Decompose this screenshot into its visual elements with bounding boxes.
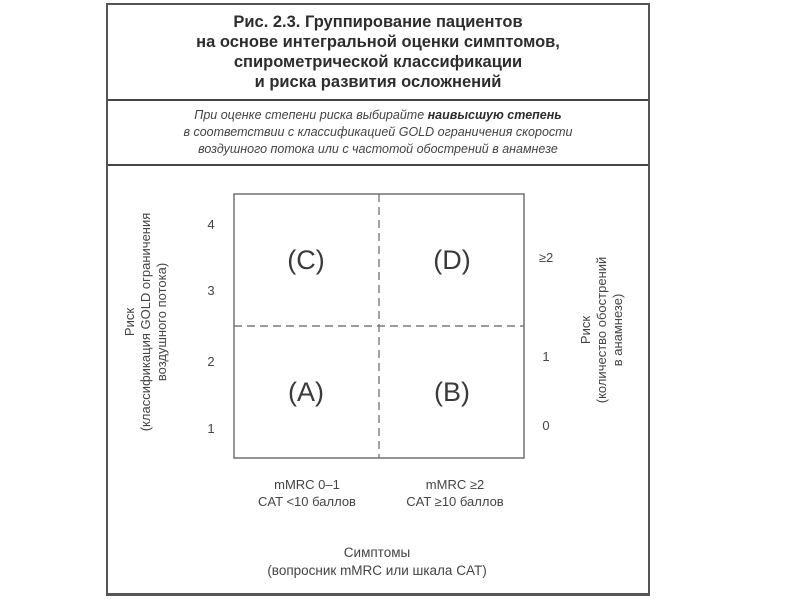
right-axis-title-line: (количество обострений	[594, 256, 609, 404]
quadrant-label-a: (A)	[288, 377, 324, 407]
x-category-line: CAT <10 баллов	[258, 494, 356, 509]
right-tick-label: ≥2	[538, 250, 554, 265]
quadrant-label-d: (D)	[433, 245, 471, 275]
note-line: воздушного потока или с частотой обострений в анамнезе	[198, 142, 558, 156]
x-category-line: mMRC ≥2	[425, 477, 485, 492]
note-emphasis: наивысшую степень	[427, 108, 562, 122]
figure-title-line: и риска развития осложнений	[254, 73, 502, 91]
figure-title-line: Рис. 2.3. Группирование пациентов	[233, 13, 523, 31]
left-tick-label: 4	[207, 217, 215, 232]
note-line: в соответствии с классификацией GOLD ограничения скорости	[183, 125, 573, 139]
left-axis-title-line: воздушного потока)	[154, 262, 169, 382]
x-category-low	[232, 476, 382, 510]
right-axis-title-line: в анамнезе)	[610, 293, 625, 367]
left-tick-label: 3	[207, 283, 215, 298]
figure-title-line: спирометрической классификации	[233, 53, 523, 71]
left-axis-title	[122, 213, 169, 432]
left-axis-title-line: Риск	[122, 307, 137, 337]
note-text: При оценке степени риска выбирайте	[194, 108, 428, 122]
right-tick-label: 0	[542, 418, 550, 433]
right-axis-title-line: Риск	[578, 315, 593, 345]
left-tick-label: 1	[207, 421, 215, 436]
quadrant-label-b: (B)	[434, 377, 470, 407]
left-tick-label: 2	[207, 354, 215, 369]
quadrant-label-c: (C)	[287, 245, 325, 275]
x-category-line: mMRC 0–1	[274, 477, 340, 492]
x-axis-title-line: Симптомы	[343, 545, 411, 560]
right-axis-title	[578, 257, 625, 404]
x-category-line: CAT ≥10 баллов	[406, 494, 504, 509]
right-tick-label: 1	[542, 349, 550, 364]
figure-title-line: на основе интегральной оценки симптомов,	[196, 33, 560, 51]
x-axis-title	[222, 544, 532, 580]
x-category-high	[380, 476, 530, 510]
left-axis-title-line: (классификация GOLD ограничения	[138, 212, 153, 432]
x-axis-title-line: (вопросник mMRC или шкала CAT)	[267, 563, 487, 578]
